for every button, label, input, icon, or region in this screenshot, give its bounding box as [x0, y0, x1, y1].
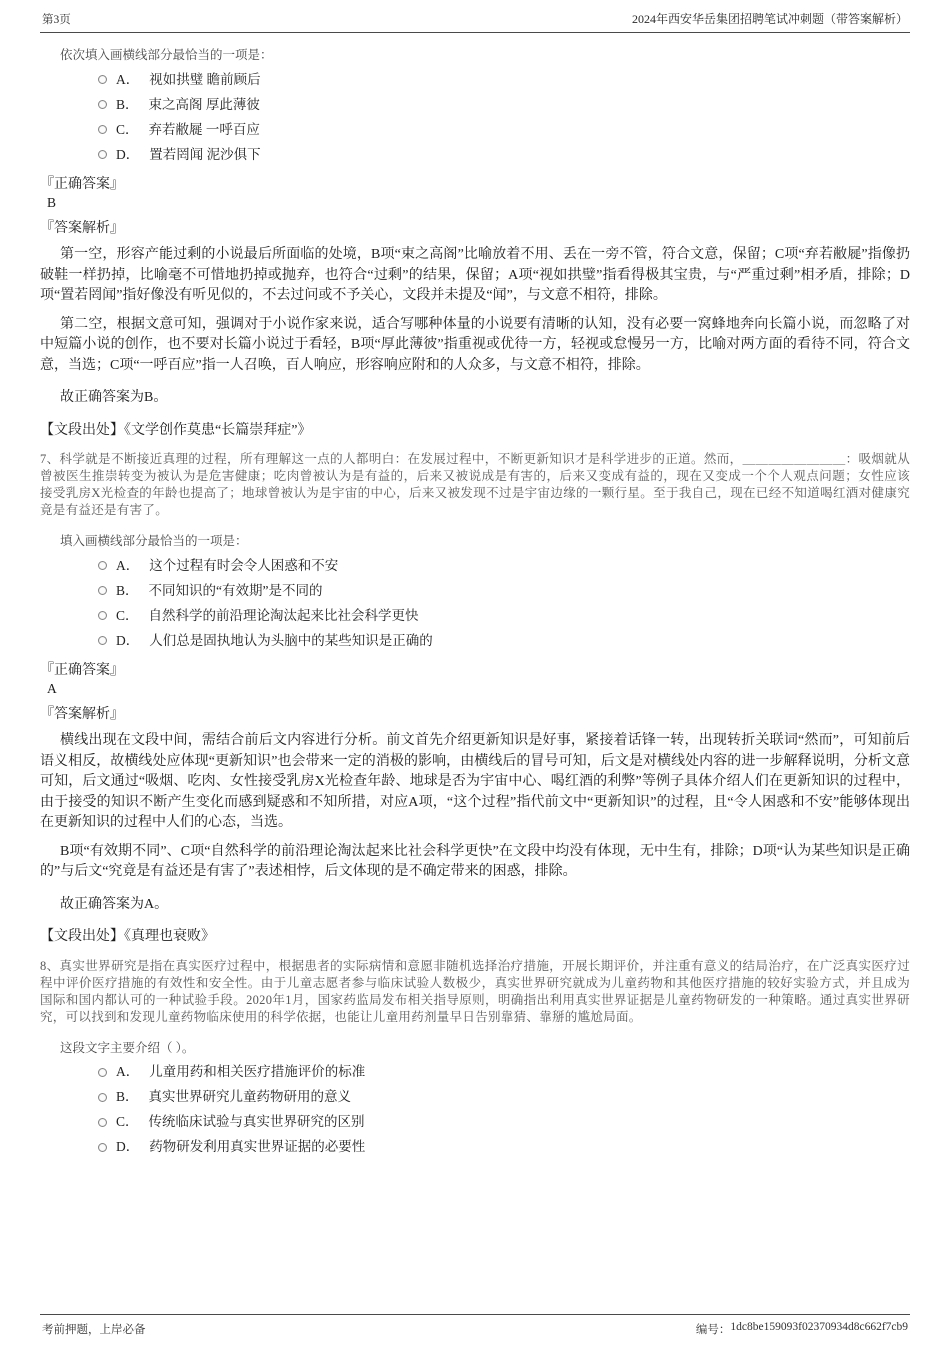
option-letter: C． [116, 121, 139, 137]
option-row[interactable] [98, 1110, 910, 1135]
option-letter: A． [116, 557, 140, 573]
conclusion-line: 故正确答案为A。 [60, 896, 169, 912]
option-row[interactable] [98, 628, 910, 653]
correct-answer-value: B [47, 195, 57, 210]
option-text: 传统临床试验与真实世界研究的区别 [148, 1114, 365, 1129]
analysis-label: 『答案解析』 [40, 707, 124, 722]
correct-answer-value: A [47, 681, 57, 696]
option-row[interactable] [98, 578, 910, 603]
analysis-label: 『答案解析』 [40, 221, 124, 236]
option-row[interactable] [98, 67, 910, 92]
option-text: 这个过程有时会令人困惑和不安 [149, 557, 339, 573]
source-line: 【文段出处】《文学创作莫患“长篇崇拜症”》 [40, 422, 312, 438]
option-letter: A． [116, 71, 140, 87]
option-text: 弃若敝屣 一呼百应 [148, 121, 260, 137]
page-header [40, 0, 910, 33]
option-radio[interactable] [98, 636, 107, 645]
options-list [98, 553, 910, 653]
option-text: 不同知识的“有效期”是不同的 [148, 582, 323, 598]
question-stem: 填入画横线部分最恰当的一项是： [60, 534, 248, 548]
question-block [40, 451, 910, 948]
analysis-paragraph: B项“有效期不同”、C项“自然科学的前沿理论淘汰起来比社会科学更快”在文段中均没有体现，无中生有，排除；D项“认为某些知识是正确的”与后文“究竟是有益还是有害了”表述相悖，后文体现的是不确定带来的困惑，排除。 [40, 843, 910, 879]
option-radio[interactable] [98, 150, 107, 159]
option-row[interactable] [98, 92, 910, 117]
option-letter: B． [116, 1089, 139, 1104]
correct-answer-label: 『正确答案』 [40, 663, 124, 678]
question-stem: 依次填入画横线部分最恰当的一项是： [60, 48, 273, 62]
option-letter: A． [116, 1064, 140, 1079]
question-block [40, 958, 910, 1160]
option-row[interactable] [98, 1085, 910, 1110]
page-number: 第3页 [42, 14, 71, 26]
option-text: 真实世界研究儿童药物研用的意义 [148, 1089, 352, 1104]
analysis-paragraph: 第一空，形容产能过剩的小说最后所面临的处境，B项“束之高阁”比喻放着不用、丢在一旁不管，符合文意，保留；C项“弃若敝屣”指像扔破鞋一样扔掉，比喻毫不可惜地扔掉或抛弃，也符合“过剩”的结果，保留；A项“视如拱璧”指看得极其宝贵，与“严重过剩”相矛盾，排除；D项“置若罔闻”指好像没有听见似的，不去过问或不予关心，文段并未提及“闻”，与文意不相符，排除。 [40, 247, 910, 303]
analysis-paragraph: 横线出现在文段中间，需结合前后文内容进行分析。前文首先介绍更新知识是好事，紧接着话锋一转，出现转折关联词“然而”，可知前后语义相反，故横线处应体现“更新知识”也会带来一定的消极的影响，由横线后的冒号可知，后文是对横线处内容的进一步解释说明，分析文意可知，后文通过“吸烟、吃肉、女性接受乳房X光检查年龄、地球是否为宇宙中心、喝红酒的利弊”等例子具体介绍人们在更新知识的过程中，由于接受的知识不断产生变化而感到疑惑和不知所措，对应A项，“这个过程”指代前文中“更新知识”的过程，且“令人困惑和不安”能够体现出在更新知识的过程中人们的心态，当选。 [40, 733, 910, 830]
document-title: 2024年西安华岳集团招聘笔试冲刺题（带答案解析） [631, 12, 908, 26]
option-letter: D． [116, 632, 140, 648]
option-text: 束之高阁 厚此薄彼 [148, 96, 260, 112]
option-text: 药物研发利用真实世界证据的必要性 [149, 1139, 366, 1154]
option-radio[interactable] [98, 586, 107, 595]
option-row[interactable] [98, 603, 910, 628]
option-text: 置若罔闻 泥沙俱下 [149, 146, 261, 162]
question-passage: 7、科学就是不断接近真理的过程，所有理解这一点的人都明白：在发展过程中，不断更新知识才是科学进步的正道。然而，＿＿＿＿＿＿＿＿：吸烟就从曾被医生推崇转变为被认为是危害健康；吃肉曾被认为是有益的，后来又被说成是有害的，后来又变成有益的，现在又变成一个个人观点问题；女性应该接受乳房X光检查的年龄也提高了；地球曾被认为是宇宙的中心，后来又被发现不过是宇宙边缘的一颗行星。至于我自己，现在已经不知道喝红酒对健康究竟是有益还是有害了。 [40, 452, 910, 517]
question-stem: 这段文字主要介绍（ ）。 [60, 1040, 195, 1055]
page-footer [40, 1314, 910, 1337]
option-text: 人们总是固执地认为头脑中的某些知识是正确的 [149, 632, 433, 648]
question-block [40, 45, 910, 441]
option-letter: D． [116, 146, 140, 162]
option-letter: C． [116, 1114, 139, 1129]
option-text: 视如拱璧 瞻前顾后 [149, 71, 261, 87]
option-radio[interactable] [98, 1118, 107, 1127]
question-passage: 8、真实世界研究是指在真实医疗过程中，根据患者的实际病情和意愿非随机选择治疗措施，开展长期评价，并注重有意义的结局治疗，在广泛真实医疗过程中评价医疗措施的有效性和安全性。由于儿童志愿者参与临床试验人数极少，真实世界研究就成为儿童药物和其他医疗措施的较好实验方式，并且成为国际和国内都认可的一种试验手段。2020年1月，国家药监局发布相关指导原则，明确指出利用真实世界证据是儿童药物研发的一种策略。通过真实世界研究，可以找到和发现儿童药物临床使用的科学依据，也能让儿童用药剂量早日告别靠猜、靠掰的尴尬局面。 [40, 958, 910, 1024]
option-radio[interactable] [98, 1068, 107, 1077]
option-radio[interactable] [98, 75, 107, 84]
option-radio[interactable] [98, 100, 107, 109]
option-radio[interactable] [98, 1143, 107, 1152]
option-text: 儿童用药和相关医疗措施评价的标准 [149, 1064, 366, 1079]
option-text: 自然科学的前沿理论淘汰起来比社会科学更快 [148, 607, 419, 623]
document-number-value: 1dc8be159093f02370934d8c662f7cb9 [730, 1321, 908, 1333]
document-number-label: 编号： [695, 1324, 731, 1336]
source-line: 【文段出处】《真理也衰败》 [40, 929, 215, 944]
option-radio[interactable] [98, 611, 107, 620]
option-row[interactable] [98, 1135, 910, 1160]
option-letter: B． [116, 582, 139, 598]
option-letter: D． [116, 1139, 140, 1154]
option-row[interactable] [98, 117, 910, 142]
option-row[interactable] [98, 1060, 910, 1085]
analysis-paragraph: 第二空，根据文意可知，强调对于小说作家来说，适合写哪种体量的小说要有清晰的认知，没有必要一窝蜂地奔向长篇小说，而忽略了对中短篇小说的创作，也不要对长篇小说过于看轻，B项“厚此薄彼”指重视或优待一方，轻视或怠慢另一方，比喻对两方面的看待不同，符合文意，当选；C项“一呼百应”指一人召唤，百人响应，形容响应附和的人众多，与文意不相符，排除。 [40, 316, 910, 373]
options-list [98, 1060, 910, 1160]
option-letter: C． [116, 607, 139, 623]
conclusion-line: 故正确答案为B。 [60, 390, 168, 405]
options-list [98, 67, 910, 167]
option-letter: B． [116, 96, 139, 112]
document-body [40, 45, 910, 1160]
option-radio[interactable] [98, 125, 107, 134]
footer-slogan: 考前押题，上岸必备 [42, 1324, 146, 1336]
option-row[interactable] [98, 553, 910, 578]
option-row[interactable] [98, 142, 910, 167]
option-radio[interactable] [98, 1093, 107, 1102]
footer-document-number [696, 1321, 908, 1337]
option-radio[interactable] [98, 561, 107, 570]
correct-answer-label: 『正确答案』 [40, 177, 124, 192]
